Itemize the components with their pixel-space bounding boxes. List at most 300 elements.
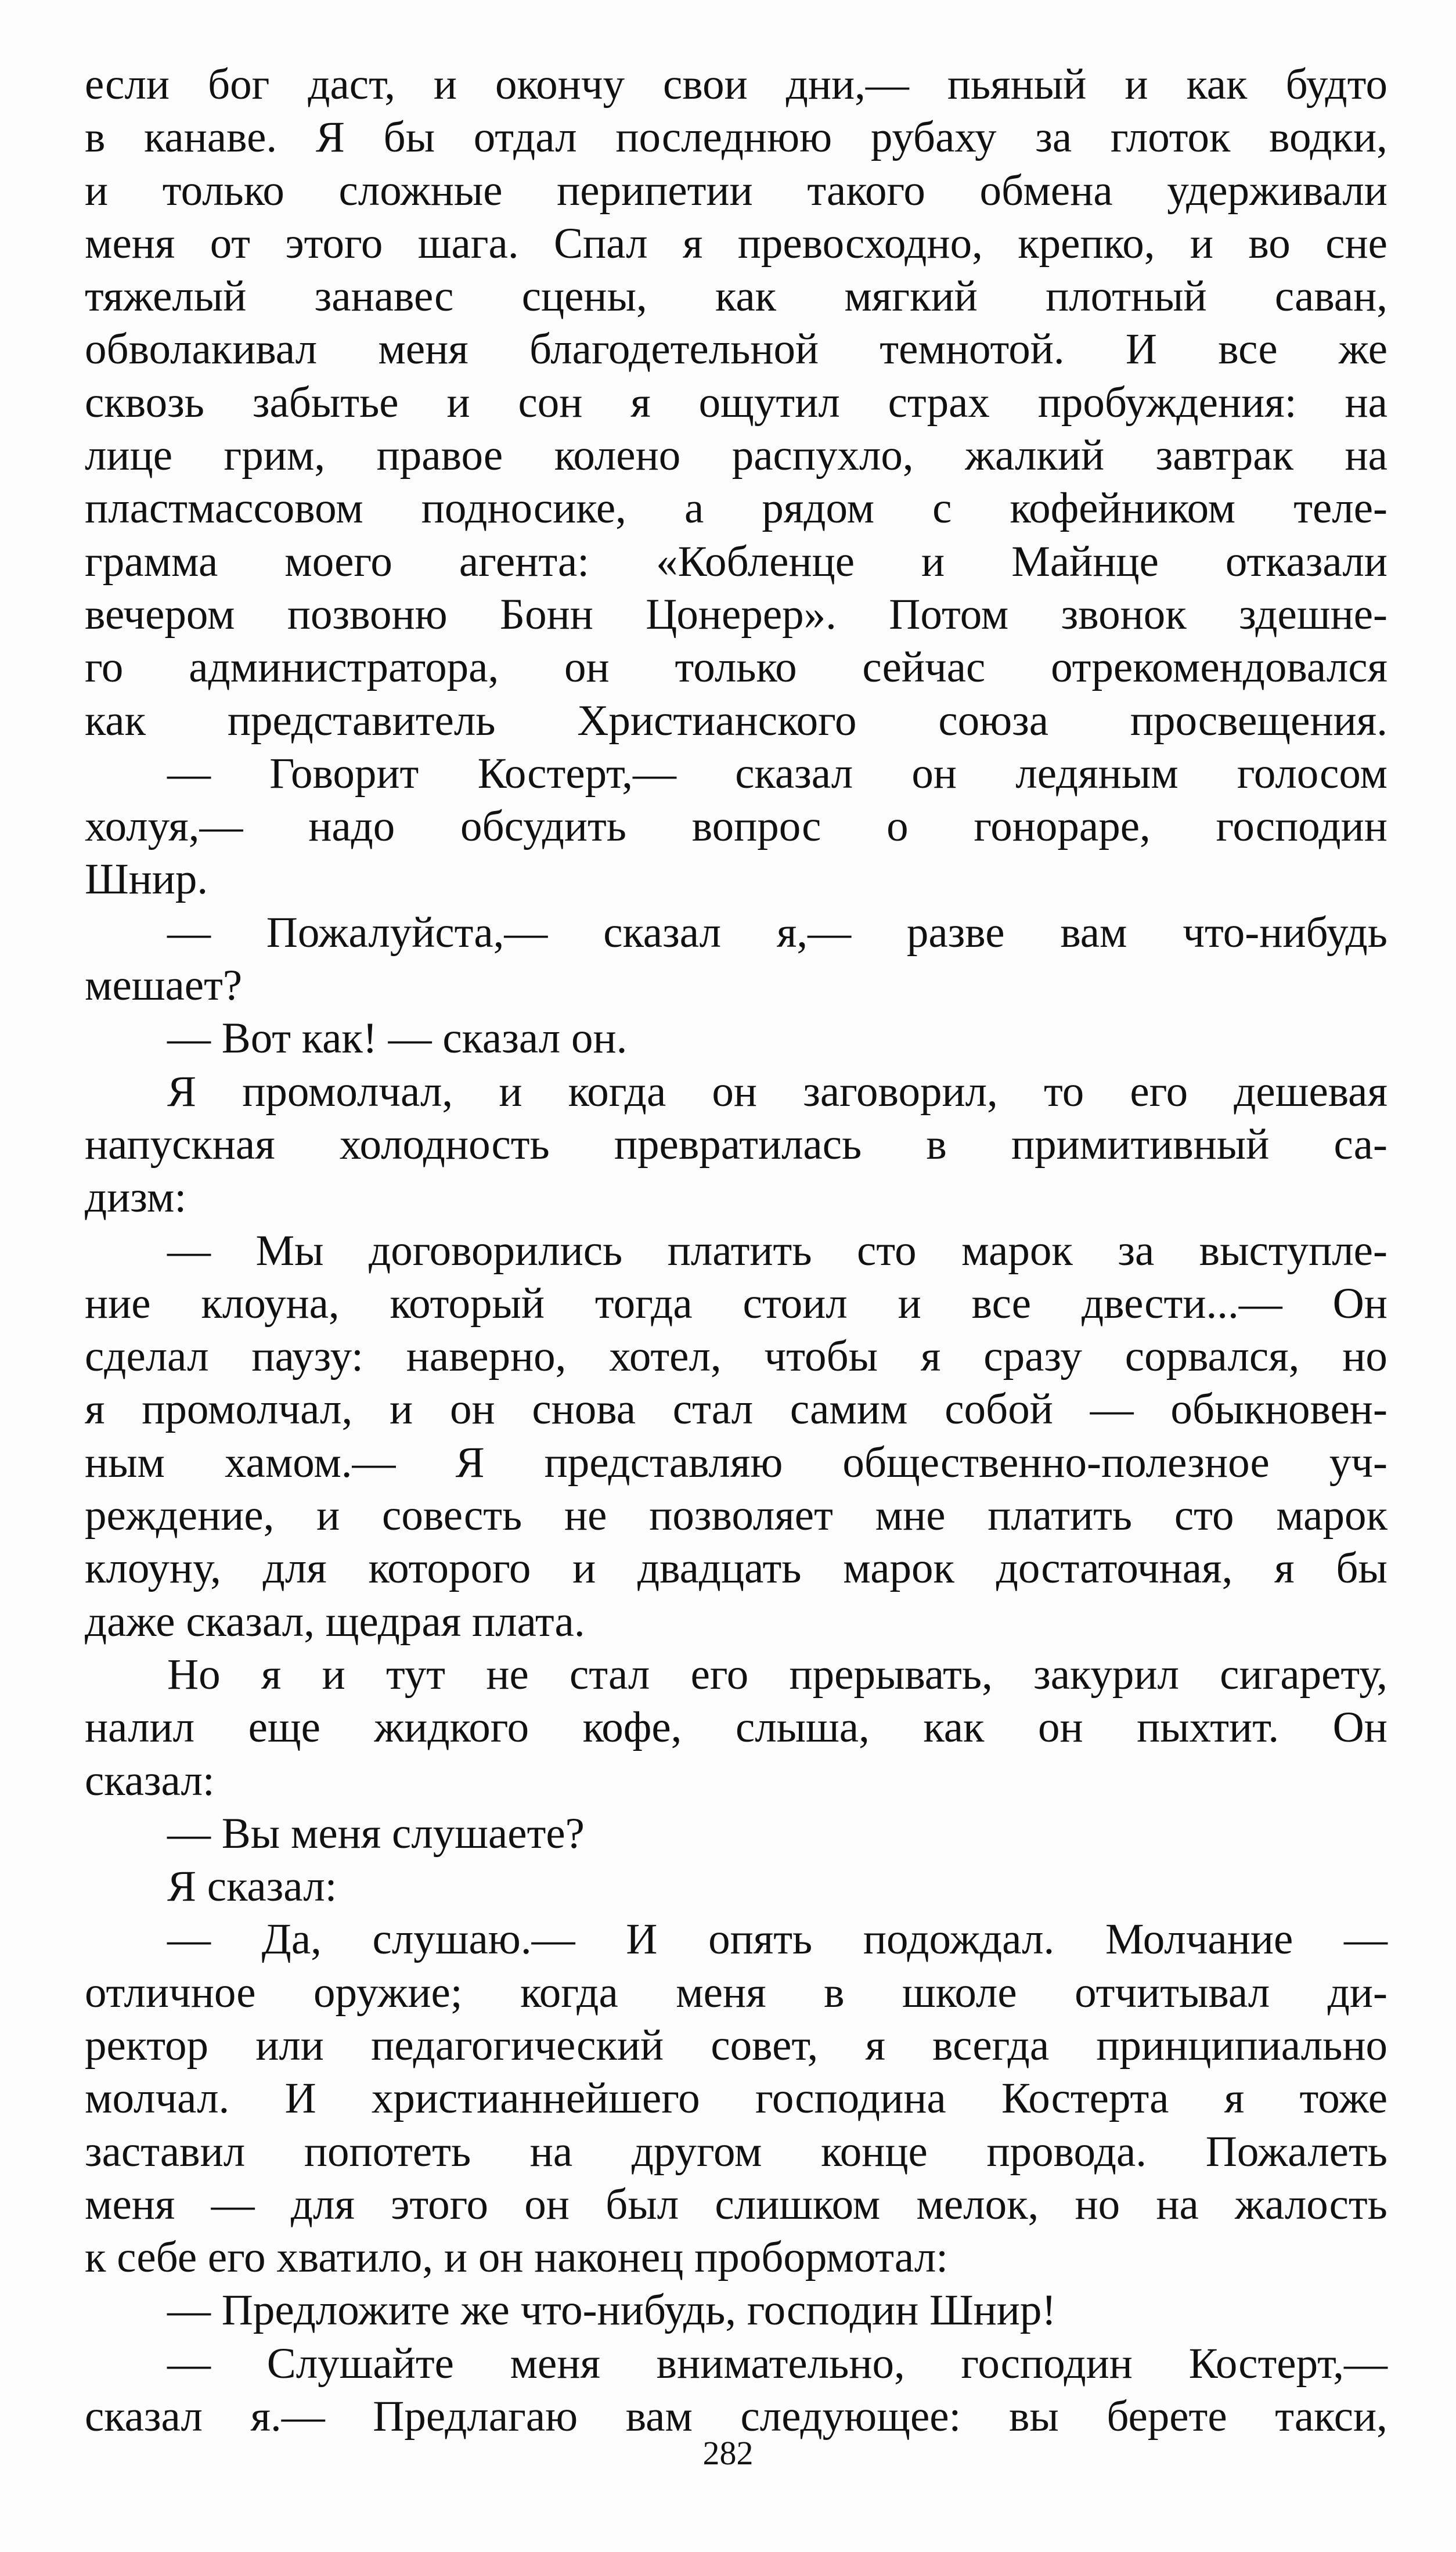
- word: на: [1345, 431, 1387, 480]
- word: Я: [315, 113, 345, 162]
- word: Майнце: [1011, 537, 1159, 586]
- word: марок: [843, 1544, 954, 1593]
- word: правое: [376, 431, 503, 480]
- word: только: [675, 643, 797, 692]
- text-line: мешает?: [85, 961, 243, 1010]
- word: господин: [1216, 802, 1387, 851]
- word: Христианского: [577, 696, 857, 745]
- word: И: [626, 1915, 658, 1964]
- word: вам: [625, 2392, 693, 2441]
- text-line: [85, 1065, 1387, 1118]
- text-line: [85, 906, 1387, 959]
- word: отказали: [1225, 537, 1387, 586]
- word: на: [1156, 2180, 1199, 2229]
- word: сон: [518, 378, 583, 427]
- text-line: Я сказал:: [167, 1862, 337, 1911]
- word: внимательно,: [656, 2339, 905, 2388]
- text-line: [85, 1277, 1387, 1330]
- word: пьяный: [947, 60, 1087, 109]
- word: плотный: [1046, 272, 1207, 321]
- word: во: [1248, 219, 1291, 268]
- word: совет,: [711, 2021, 819, 2070]
- text-line: [85, 2019, 1387, 2072]
- word: канаве.: [144, 113, 277, 162]
- text-line: [85, 2125, 1387, 2178]
- word: превосходно,: [737, 219, 983, 268]
- word: еще: [248, 1703, 320, 1752]
- word: паузу:: [251, 1332, 363, 1381]
- word: я,—: [776, 908, 852, 957]
- word: ние: [85, 1279, 151, 1328]
- text-line: [85, 111, 1387, 164]
- word: Слушайте: [266, 2339, 454, 2388]
- word: Костерт,—: [1188, 2339, 1387, 2388]
- word: оружие;: [313, 1968, 463, 2017]
- word: грим,: [224, 431, 326, 480]
- page-number: 282: [702, 2434, 754, 2472]
- text-line: [85, 800, 1387, 853]
- word: уч-: [1329, 1438, 1387, 1487]
- word: ректор: [85, 2021, 209, 2070]
- word: прерывать,: [789, 1650, 993, 1699]
- word: достаточная,: [996, 1544, 1233, 1593]
- word: сцены,: [521, 272, 647, 321]
- word: господин: [961, 2339, 1133, 2388]
- word: сделал: [85, 1332, 209, 1381]
- word: сто: [1174, 1491, 1234, 1540]
- word: тут: [386, 1650, 446, 1699]
- word: сказал: [85, 2392, 203, 2441]
- word: вечером: [85, 590, 235, 639]
- word: он: [524, 2180, 570, 2229]
- word: —: [167, 1226, 211, 1275]
- word: если: [85, 60, 170, 109]
- word: удерживали: [1167, 166, 1387, 215]
- word: следующее:: [740, 2392, 961, 2441]
- word: занавес: [314, 272, 454, 321]
- word: благодетельной: [529, 325, 819, 374]
- word: просвещения.: [1130, 696, 1387, 745]
- text-line: [85, 1913, 1387, 1966]
- word: пробуждения:: [1037, 378, 1297, 427]
- word: шага.: [417, 219, 519, 268]
- word: слишком: [715, 2180, 881, 2229]
- word: о: [886, 802, 909, 851]
- word: перипетии: [557, 166, 753, 215]
- word: обсудить: [460, 802, 627, 851]
- word: мне: [875, 1491, 946, 1540]
- word: разве: [906, 908, 1005, 957]
- word: Пожалеть: [1205, 2127, 1387, 2176]
- word: лице: [85, 431, 172, 480]
- word: я: [1224, 2074, 1245, 2123]
- word: такси,: [1275, 2392, 1387, 2441]
- word: Пожалуйста,—: [266, 908, 548, 957]
- word: для: [290, 2180, 355, 2229]
- word: принципиально: [1096, 2021, 1387, 2070]
- word: Потом: [889, 590, 1009, 639]
- text-line: [85, 1966, 1387, 2019]
- word: глоток: [1110, 113, 1231, 162]
- word: страх: [888, 378, 990, 427]
- word: позволяет: [649, 1491, 833, 1540]
- word: платить: [988, 1491, 1133, 1540]
- word: Бонн: [500, 590, 593, 639]
- word: и: [499, 1067, 522, 1116]
- word: я: [1274, 1544, 1295, 1593]
- word: свои: [662, 60, 748, 109]
- word: господина: [755, 2074, 946, 2123]
- word: двести...—: [1081, 1279, 1282, 1328]
- word: —: [167, 1915, 211, 1964]
- text-line: — Вот как! — сказал он.: [167, 1014, 628, 1063]
- word: христианнейшего: [371, 2074, 700, 2123]
- word: холодность: [339, 1120, 550, 1169]
- text-line: [85, 1701, 1387, 1754]
- word: «Кобленце: [656, 537, 855, 586]
- word: не: [564, 1491, 607, 1540]
- word: союза: [938, 696, 1049, 745]
- word: двадцать: [637, 1544, 802, 1593]
- word: он: [911, 749, 957, 798]
- word: —: [1343, 1915, 1387, 1964]
- word: —: [167, 2339, 211, 2388]
- word: налил: [85, 1703, 195, 1752]
- text-line: [85, 2337, 1387, 2390]
- word: подождал.: [863, 1915, 1055, 1964]
- word: когда: [568, 1067, 666, 1116]
- word: как: [715, 272, 777, 321]
- text-line: [85, 1436, 1387, 1489]
- word: марок: [1276, 1491, 1387, 1540]
- text-line: [85, 588, 1387, 641]
- word: на: [1345, 378, 1387, 427]
- word: меня: [378, 325, 468, 374]
- word: хамом.—: [225, 1438, 396, 1487]
- text-line: [85, 270, 1387, 323]
- word: пластмассовом: [85, 484, 363, 533]
- word: теле-: [1293, 484, 1387, 533]
- text-line: [85, 1118, 1387, 1171]
- word: напускная: [85, 1120, 275, 1169]
- word: я.—: [250, 2392, 325, 2441]
- word: обволакивал: [85, 325, 318, 374]
- word: крепко,: [1018, 219, 1155, 268]
- word: собой: [945, 1385, 1053, 1434]
- text-line: к себе его хватило, и он наконец пробормотал:: [85, 2233, 949, 2282]
- word: и: [85, 166, 109, 215]
- word: и: [1125, 60, 1148, 109]
- word: и: [316, 1491, 340, 1540]
- word: бог: [207, 60, 270, 109]
- word: хотел,: [609, 1332, 722, 1381]
- text-line: [85, 323, 1387, 376]
- word: грамма: [85, 537, 218, 586]
- text-line: [85, 217, 1387, 270]
- word: здешне-: [1239, 590, 1387, 639]
- word: с: [932, 484, 952, 533]
- word: промолчал,: [142, 1385, 353, 1434]
- word: и: [433, 60, 457, 109]
- text-line: [85, 2072, 1387, 2125]
- word: школе: [902, 1968, 1017, 2017]
- word: и: [572, 1544, 596, 1593]
- word: он: [712, 1067, 758, 1116]
- word: колено: [554, 431, 681, 480]
- word: дешевая: [1234, 1067, 1387, 1116]
- word: Да,: [261, 1915, 322, 1964]
- word: сорвался,: [1125, 1332, 1300, 1381]
- word: за: [1118, 1226, 1155, 1275]
- word: которого: [368, 1544, 531, 1593]
- word: холуя,—: [85, 802, 243, 851]
- word: самим: [790, 1385, 908, 1434]
- word: бы: [383, 113, 435, 162]
- word: и: [1190, 219, 1213, 268]
- word: ледяным: [1015, 749, 1179, 798]
- word: договорились: [369, 1226, 623, 1275]
- word: вам: [1060, 908, 1127, 957]
- word: сложные: [338, 166, 503, 215]
- word: жидкого: [374, 1703, 529, 1752]
- word: слушаю.—: [372, 1915, 575, 1964]
- word: звонок: [1061, 590, 1187, 639]
- text-line: [85, 1542, 1387, 1595]
- word: я: [261, 1650, 282, 1699]
- word: Я: [167, 1067, 197, 1116]
- text-line: [85, 1648, 1387, 1701]
- word: заставил: [85, 2127, 246, 2176]
- word: промолчал,: [242, 1067, 453, 1116]
- word: в: [926, 1120, 947, 1169]
- word: только: [162, 166, 284, 215]
- word: сквозь: [85, 378, 204, 427]
- word: меня: [676, 1968, 766, 2017]
- word: он: [1037, 1703, 1083, 1752]
- word: ощутил: [698, 378, 840, 427]
- word: все: [971, 1279, 1032, 1328]
- text-line: [85, 1224, 1387, 1277]
- word: заговорил,: [803, 1067, 998, 1116]
- word: в: [824, 1968, 845, 2017]
- word: платить: [667, 1226, 812, 1275]
- word: совесть: [382, 1491, 522, 1540]
- word: другом: [631, 2127, 762, 2176]
- word: и: [921, 537, 945, 586]
- word: последнюю: [615, 113, 832, 162]
- text-line: [85, 482, 1387, 535]
- word: этого: [391, 2180, 489, 2229]
- word: я: [630, 378, 651, 427]
- word: моего: [284, 537, 392, 586]
- word: надо: [308, 802, 395, 851]
- word: как: [923, 1703, 985, 1752]
- word: пыхтит.: [1137, 1703, 1280, 1752]
- word: —: [167, 749, 211, 798]
- word: за: [1035, 113, 1072, 162]
- word: рядом: [762, 484, 875, 533]
- word: окончу: [495, 60, 625, 109]
- word: бы: [1336, 1544, 1387, 1593]
- word: педагогический: [371, 2021, 664, 2070]
- word: дни,—: [785, 60, 909, 109]
- word: как: [1186, 60, 1248, 109]
- word: Я: [455, 1438, 485, 1487]
- word: Он: [1332, 1703, 1387, 1752]
- word: он: [449, 1385, 495, 1434]
- word: конце: [821, 2127, 928, 2176]
- word: примитивный: [1011, 1120, 1270, 1169]
- word: ным: [85, 1438, 165, 1487]
- word: жалкий: [965, 431, 1105, 480]
- word: но: [1075, 2180, 1120, 2229]
- word: когда: [520, 1968, 618, 2017]
- word: жалость: [1235, 2180, 1387, 2229]
- text-line: [85, 1330, 1387, 1383]
- word: Но: [167, 1650, 221, 1699]
- word: сто: [857, 1226, 917, 1275]
- word: отдал: [473, 113, 577, 162]
- word: голосом: [1237, 749, 1387, 798]
- word: то: [1043, 1067, 1084, 1116]
- word: Мы: [255, 1226, 324, 1275]
- word: отличное: [85, 1968, 256, 2017]
- word: сказал: [735, 749, 853, 798]
- text-line: дизм:: [85, 1173, 187, 1222]
- word: превратилась: [614, 1120, 862, 1169]
- body-text: [85, 58, 1387, 2443]
- word: сигарету,: [1220, 1650, 1387, 1699]
- word: и: [446, 378, 470, 427]
- word: такого: [807, 166, 925, 215]
- word: закурил: [1033, 1650, 1179, 1699]
- word: клоуну,: [85, 1544, 221, 1593]
- word: я: [85, 1385, 105, 1434]
- word: ди-: [1327, 1968, 1387, 2017]
- word: стал: [672, 1385, 754, 1434]
- word: опять: [708, 1915, 813, 1964]
- word: же: [1338, 325, 1387, 374]
- word: отчитывал: [1075, 1968, 1270, 2017]
- text-line: — Предложите же что-нибудь, господин Шнир!: [167, 2286, 1057, 2335]
- word: И: [284, 2074, 316, 2123]
- text-line: даже сказал, щедрая плата.: [85, 1597, 585, 1646]
- word: —: [211, 2180, 255, 2229]
- word: тяжелый: [85, 272, 247, 321]
- word: кофе,: [582, 1703, 682, 1752]
- word: я: [920, 1332, 941, 1381]
- word: слыша,: [735, 1703, 870, 1752]
- word: стал: [570, 1650, 650, 1699]
- text-line: Шнир.: [85, 855, 208, 904]
- word: сразу: [983, 1332, 1082, 1381]
- word: Костерта: [1001, 2074, 1169, 2123]
- word: его: [690, 1650, 749, 1699]
- word: чтобы: [764, 1332, 878, 1381]
- word: берете: [1107, 2392, 1227, 2441]
- text-line: [85, 747, 1387, 800]
- text-line: [85, 535, 1387, 588]
- word: представляю: [544, 1438, 783, 1487]
- word: вопрос: [691, 802, 821, 851]
- text-line: [85, 1489, 1387, 1542]
- word: Молчание: [1105, 1915, 1293, 1964]
- word: мягкий: [844, 272, 978, 321]
- word: са-: [1334, 1120, 1387, 1169]
- word: отрекомендовался: [1051, 643, 1387, 692]
- word: обмена: [979, 166, 1113, 215]
- text-line: [85, 376, 1387, 429]
- text-line: [85, 429, 1387, 482]
- word: агента:: [459, 537, 590, 586]
- word: я: [865, 2021, 885, 2070]
- word: гонораре,: [974, 802, 1151, 851]
- word: клоуна,: [201, 1279, 340, 1328]
- word: и: [898, 1279, 921, 1328]
- word: Цонерер».: [646, 590, 837, 639]
- word: Говорит: [269, 749, 419, 798]
- word: саван,: [1274, 272, 1387, 321]
- word: на: [529, 2127, 573, 2176]
- word: тогда: [594, 1279, 693, 1328]
- word: который: [390, 1279, 545, 1328]
- word: позвоню: [287, 590, 448, 639]
- word: рубаху: [870, 113, 997, 162]
- word: для: [262, 1544, 327, 1593]
- word: как: [85, 696, 146, 745]
- word: всегда: [932, 2021, 1050, 2070]
- word: снова: [532, 1385, 636, 1434]
- word: будто: [1285, 60, 1387, 109]
- text-line: сказал:: [85, 1756, 215, 1805]
- word: а: [684, 484, 704, 533]
- word: он: [564, 643, 610, 692]
- word: И: [1125, 325, 1158, 374]
- word: все: [1218, 325, 1278, 374]
- word: распухло,: [731, 431, 914, 480]
- word: завтрак: [1155, 431, 1294, 480]
- word: я: [682, 219, 703, 268]
- word: —: [1090, 1385, 1134, 1434]
- word: провода.: [986, 2127, 1147, 2176]
- word: обыкновен-: [1170, 1385, 1387, 1434]
- word: марок: [961, 1226, 1073, 1275]
- word: но: [1342, 1332, 1387, 1381]
- word: что-нибудь: [1183, 908, 1387, 957]
- word: кофейником: [1010, 484, 1236, 533]
- word: сейчас: [862, 643, 986, 692]
- word: Спал: [553, 219, 648, 268]
- word: даст,: [308, 60, 395, 109]
- word: мелок,: [916, 2180, 1039, 2229]
- word: —: [167, 908, 211, 957]
- word: реждение,: [85, 1491, 275, 1540]
- text-line: [85, 1383, 1387, 1436]
- word: выступле-: [1199, 1226, 1387, 1275]
- word: от: [210, 219, 251, 268]
- word: меня: [85, 2180, 175, 2229]
- word: вы: [1008, 2392, 1059, 2441]
- word: этого: [285, 219, 383, 268]
- word: тоже: [1299, 2074, 1387, 2123]
- word: представитель: [227, 696, 496, 745]
- word: го: [85, 643, 124, 692]
- word: общественно-полезное: [842, 1438, 1270, 1487]
- word: стоил: [743, 1279, 848, 1328]
- word: Предлагаю: [373, 2392, 578, 2441]
- word: Он: [1332, 1279, 1387, 1328]
- text-line: — Вы меня слушаете?: [167, 1809, 585, 1858]
